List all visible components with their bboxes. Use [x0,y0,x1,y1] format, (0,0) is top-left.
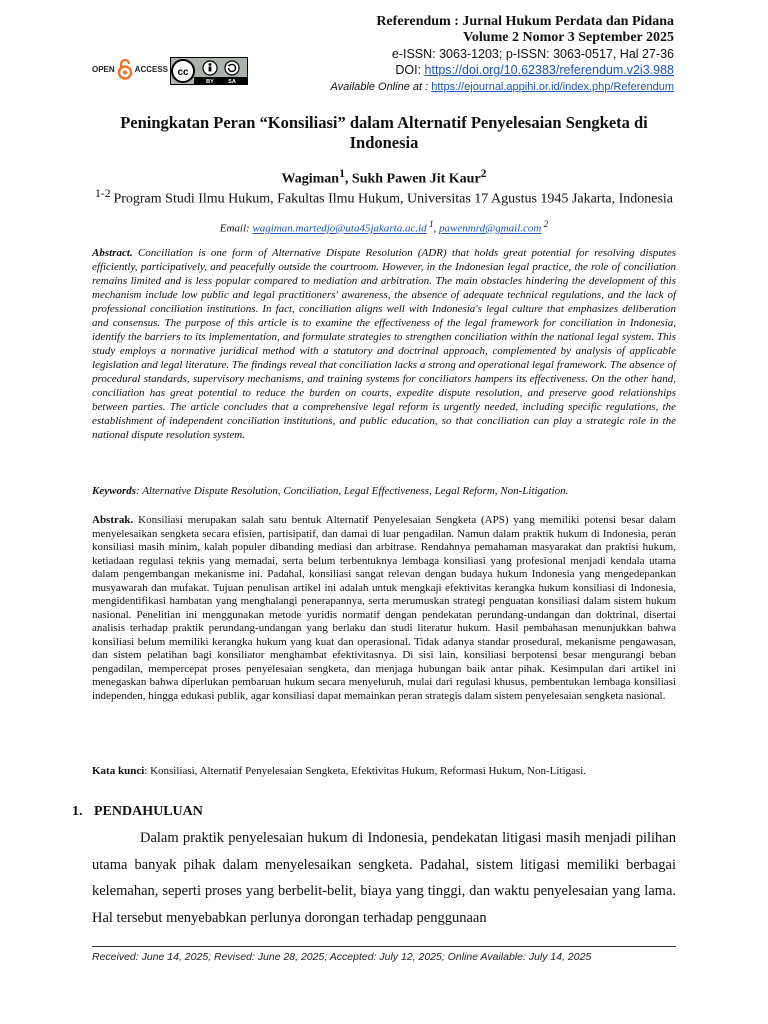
email-separator: , [433,222,440,235]
author-separator: , [344,171,352,187]
journal-header [331,14,674,95]
email-link-1[interactable]: wagiman.martedjo@uta45jakarta.ac.id [252,222,427,235]
section-paragraph: Dalam praktik penyelesaian hukum di Indonesia, pendekatan litigasi masih menjadi pilihan utama banyak pihak dalam menyelesaikan sengketa. Padahal, sistem litigasi memiliki berbagai kelemahan, seperti proses yang berbelit-belit, biaya yang tinggi, dan waktu penyelesaian yang lama. Hal tersebut menyebabkan perlunya dorongan terhadap penggunaan [92,830,676,926]
footer-divider [92,946,676,947]
keywords-english [92,485,676,497]
journal-volume: Volume 2 Nomor 3 September 2025 [463,30,674,45]
keywords-english-label: Keywords [92,485,136,497]
abstract-english-text: Conciliation is one form of Alternative Dispute Resolution (ADR) that holds great potential for resolving disputes efficiently, participatively, and peacefully outside the courtroom. However, in the Indonesian legal practice, the role of conciliation remains limited and is less popular compared to mediation and arbitration. The main obstacles hindering the development of this mechanism include low public and legal practitioners' awareness, the absence of adequate technical regulations, and the lack of professional conciliation institutions. In fact, conciliation aligns well with Indonesia's legal culture that emphasizes deliberation and consensus. The purpose of this article is to examine the effectiveness of the legal framework for conciliation in Indonesia, identify the barriers to its implementation, and formulate strategies to strengthen conciliation within the national legal system. This study employs a normative juridical method with a statutory and doctrinal approach, complemented by analysis of applicable legislation and legal literature. The findings reveal that conciliation lacks a strong and operational legal framework. The absence of procedural standards, supervisory mechanisms, and training systems for conciliators hampers its effectiveness. On the other hand, conciliation has great potential to reduce the burden on courts, expedite dispute resolution, and preserve good relationships between parties. The article concludes that a comprehensive legal reform is urgently needed, including specific regulations, the establishment of independent conciliation institutions, and public education, so that conciliation can play a strategic role in the national dispute resolution system. [92,247,676,441]
svg-text:cc: cc [177,67,189,78]
article-title: Peningkatan Peran “Konsiliasi” dalam Alternatif Penyelesaian Sengketa di Indonesia [120,113,648,152]
keywords-english-text: : Alternative Dispute Resolution, Conciliation, Legal Effectiveness, Legal Reform, Non-Litigation. [136,485,569,497]
author-2-sup: 2 [480,167,487,180]
email-link-2[interactable]: pawenmrd@gmail.com [439,222,542,235]
section-number: 1. [72,804,83,819]
author-2: Sukh Pawen Jit Kaur [351,171,481,187]
keywords-indonesian [92,765,676,777]
open-access-left-text: OPEN [92,64,115,74]
available-label: Available Online at : [330,81,432,93]
cc-by-sa-badge-icon [170,57,248,85]
journal-available-online [331,78,674,95]
cc-sa-label: SA [228,79,236,85]
journal-doi [331,62,674,78]
abstract-indonesian [92,514,676,703]
open-access-lock-icon [117,58,133,80]
section-title: PENDAHULUAN [94,804,203,819]
footer-dates: Received: June 14, 2025; Revised: June 28, 2025; Accepted: July 12, 2025; Online Available: July 14, 2025 [92,951,592,963]
email-2-sup: 2 [541,219,549,229]
keywords-indonesian-text: : Konsiliasi, Alternatif Penyelesaian Sengketa, Efektivitas Hukum, Reformasi Hukum, Non-Litigasi. [144,765,587,777]
affiliation-sup: 1-2 [94,187,114,200]
abstract-english-label: Abstract. [92,247,133,259]
abstract-english [92,246,676,442]
author-1-sup: 1 [339,167,345,180]
doi-label: DOI: [395,63,425,77]
keywords-indonesian-label: Kata kunci [92,765,145,777]
author-1: Wagiman [281,171,340,187]
section-heading [72,804,203,820]
open-access-right-text: ACCESS [134,64,169,74]
abstract-indonesian-text: Konsiliasi merupakan salah satu bentuk Alternatif Penyelesaian Sengketa (APS) yang memiliki potensi besar dalam menyelesaikan sengketa secara efisien, partisipatif, dan damai di luar pengadilan. Namun dalam praktik hukum di Indonesia, peran konsiliasi masih minim, kalah populer dibanding mediasi dan arbitrase. Rendahnya pemahaman masyarakat dan praktisi hukum, ketiadaan regulasi teknis yang memadai, serta belum terbentuknya lembaga konsiliasi yang profesional menjadi kendala utama dalam pengembangan mekanisme ini. Padahal, konsiliasi sangat relevan dengan budaya hukum Indonesia yang mengedepankan musyawarah dan mufakat. Tujuan penulisan artikel ini adalah untuk mengkaji efektivitas kerangka hukum konsiliasi di Indonesia, mengidentifikasi hambatan yang menghalangi penerapannya, serta merumuskan strategi penguatan konsiliasi dalam sistem hukum nasional. Penelitian ini menggunakan metode yuridis normatif dengan pendekatan perundang-undangan dan doktrinal, disertai analisis terhadap praktik perundang-undangan yang berlaku dan studi literatur hukum. Hasil pembahasan menunjukkan bahwa konsiliasi belum memiliki kerangka hukum yang kuat dan operasional. Tidak adanya standar prosedural, mekanisme pengawasan, dan sistem pelatihan bagi konsiliator menghambat efektivitasnya. Di sisi lain, konsiliasi berpotensi besar mengurangi beban pengadilan, mempercepat proses penyelesaian sengketa, dan menjaga hubungan baik antar pihak. Kesimpulan dari artikel ini menegaskan bahwa diperlukan pembaruan hukum secara menyeluruh, mulai dari regulasi khusus, pembentukan lembaga konsiliasi independen, hingga edukasi publik, agar konsiliasi dapat memainkan peran strategis dalam sistem penyelesaian sengketa nasional. [92,514,676,702]
affiliation-text: Program Studi Ilmu Hukum, Fakultas Ilmu Hukum, Universitas 17 Agustus 1945 Jakarta, Indonesia [113,191,673,207]
cc-by-label: BY [206,79,214,85]
abstract-indonesian-label: Abstrak. [92,514,134,526]
email-1-sup: 1 [426,219,434,229]
doi-link[interactable]: https://doi.org/10.62383/referendum.v2i3.988 [424,63,674,77]
email-label: Email: [219,222,253,235]
journal-issn: e-ISSN: 3063-1203; p-ISSN: 3063-0517, Hal 27-36 [391,47,674,61]
article-affiliation [92,185,676,208]
article-email [92,219,676,235]
available-link[interactable]: https://ejournal.appihi.or.id/index.php/Referendum [431,81,674,93]
journal-title: Referendum : Jurnal Hukum Perdata dan Pidana [376,14,674,29]
open-access-logo [92,58,168,80]
